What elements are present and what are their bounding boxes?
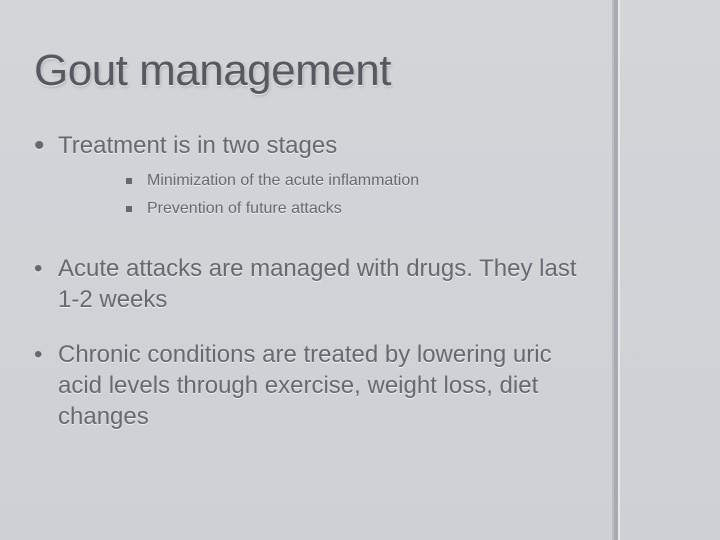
slide-title: Gout management — [34, 46, 391, 95]
bullet-item-3 — [34, 339, 594, 432]
bullet-item-2 — [34, 253, 594, 315]
round-bullet-icon: • — [34, 255, 43, 282]
bullet-list — [34, 130, 594, 432]
bullet-item-1 — [34, 130, 594, 161]
sub-bullet-item-2 — [126, 195, 594, 223]
square-bullet-icon — [126, 178, 132, 184]
sub-bullet-list — [126, 167, 594, 223]
spacer — [34, 223, 594, 253]
sub-bullet-item-1 — [126, 167, 594, 195]
bullet-text: Treatment is in two stages — [58, 132, 338, 159]
bullet-text: Chronic conditions are treated by lowering uric acid levels through exercise, weight loss, diet changes — [58, 341, 552, 430]
sub-bullet-text: Minimization of the acute inflammation — [147, 172, 420, 189]
sub-bullet-text: Prevention of future attacks — [147, 200, 342, 217]
round-bullet-icon: • — [34, 129, 45, 162]
square-bullet-icon — [126, 206, 132, 212]
bullet-text: Acute attacks are managed with drugs. They last 1-2 weeks — [58, 255, 577, 313]
round-bullet-icon: • — [34, 341, 43, 368]
spacer — [34, 315, 594, 339]
vertical-divider-highlight — [618, 0, 620, 540]
